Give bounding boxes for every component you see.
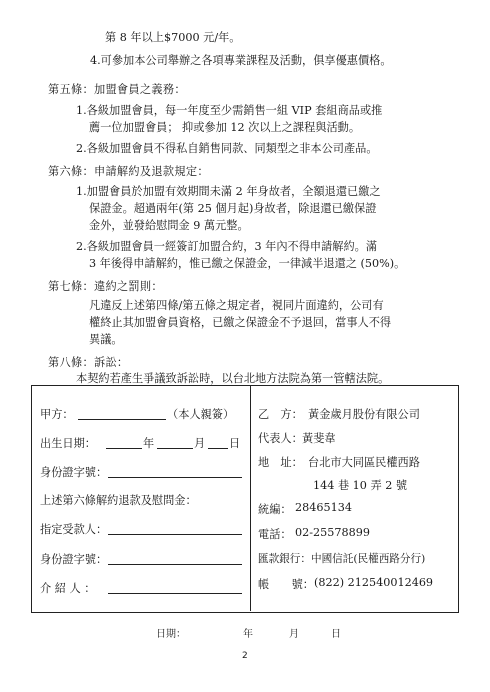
payee-field[interactable]: [108, 534, 242, 535]
clause6-item1-cont1: 保證金。超過兩年(第 25 個月起)身故者，除退還已繳保證: [89, 202, 377, 215]
party-a-label: 甲方：: [40, 408, 74, 421]
payee-label: 指定受款人：: [40, 523, 108, 536]
clause5-item1-cont: 薦一位加盟會員； 抑或參加 12 次以上之課程與活動。: [89, 121, 361, 134]
party-b-account-label: 帳 號：: [258, 578, 314, 591]
party-b-address-line1: 台北市大同區民權西路: [308, 456, 420, 469]
clause4-line: 第 8 年以上$7000 元/年。: [105, 31, 241, 44]
party-b-tax-label: 統編：: [258, 503, 292, 516]
party-a-id-label: 身份證字號：: [40, 466, 108, 479]
clause7-heading: 第七條：違約之罰則：: [48, 280, 163, 293]
clause5-item1: 1.各級加盟會員，每一年度至少需銷售一組 VIP 套組商品或推: [76, 104, 383, 117]
footer-date-label: 日期：: [156, 629, 186, 640]
clause5-item2: 2.各級加盟會員不得私自銷售同款、同類型之非本公司產品。: [76, 142, 378, 155]
refund-label: 上述第六條解約退款及慰問金：: [40, 494, 197, 507]
birth-year-label: 年: [143, 437, 155, 450]
clause6-heading: 第六條：申請解約及退款規定：: [48, 165, 209, 178]
introducer-label: 介 紹 人 ：: [40, 582, 96, 595]
birth-day-field[interactable]: [208, 448, 228, 449]
party-b-bank: 中國信託(民權西路分行): [311, 553, 426, 565]
party-b-rep-label: 代表人：: [258, 432, 303, 445]
party-b-tax-id: 28465134: [295, 501, 352, 514]
payee-id-field[interactable]: [108, 564, 242, 565]
party-b-account: (822) 212540012469: [314, 576, 434, 589]
party-b-company: 黃金歲月股份有限公司: [308, 408, 420, 421]
clause8-line1: 本契約若產生爭議致訴訟時，以台北地方法院為第一管轄法院。: [76, 372, 390, 385]
clause6-item2: 2.各級加盟會員一經簽訂加盟合約，3 年內不得申請解約。滿: [76, 240, 378, 253]
clause7-line1: 凡違反上述第四條/第五條之規定者，視同片面違約，公司有: [89, 299, 384, 312]
clause7-line3: 異議。: [89, 333, 123, 346]
party-b-phone: 02-25578899: [295, 526, 370, 539]
party-b-bank-label: 匯款銀行：: [258, 553, 311, 565]
clause4-item4: 4.可參加本公司舉辦之各項專業課程及活動，俱享優惠價格。: [90, 54, 392, 67]
footer-month-label: 月: [289, 629, 299, 640]
birth-month-label: 月: [194, 437, 206, 450]
party-a-self-sign-note: （本人親簽）: [167, 408, 235, 421]
party-b-phone-label: 電話：: [258, 528, 292, 541]
footer-day-label: 日: [331, 629, 341, 640]
party-b-address-label: 地 址：: [258, 456, 303, 469]
party-a-id-field[interactable]: [108, 477, 242, 478]
party-a-signature-line[interactable]: [78, 419, 166, 420]
payee-id-label: 身份證字號：: [40, 553, 108, 566]
clause6-item1: 1.加盟會員於加盟有效期間未滿 2 年身故者，全額退還已繳之: [76, 185, 381, 198]
signature-divider: [250, 385, 251, 611]
birth-date-label: 出生日期：: [40, 437, 96, 450]
birth-year-field[interactable]: [106, 448, 142, 449]
clause7-line2: 權終止其加盟會員資格，已繳之保證金不予退回，當事人不得: [89, 316, 392, 329]
clause8-heading: 第八條：訴訟：: [48, 356, 129, 369]
clause6-item1-cont2: 金外，並發給慰問金 9 萬元整。: [89, 219, 249, 232]
clause5-heading: 第五條：加盟會員之義務：: [48, 83, 186, 96]
birth-month-field[interactable]: [157, 448, 193, 449]
introducer-field[interactable]: [108, 593, 242, 594]
party-b-rep: 黃斐韋: [302, 432, 336, 445]
footer-year-label: 年: [243, 629, 253, 640]
party-b-label: 乙 方：: [258, 408, 303, 421]
page-number: 2: [242, 651, 248, 661]
clause6-item2-cont: 3 年後得申請解約，惟已繳之保證金，一律減半退還之 (50%)。: [89, 257, 406, 270]
birth-day-label: 日: [229, 437, 241, 450]
party-b-address-line2: 144 巷 10 弄 2 號: [313, 479, 408, 492]
